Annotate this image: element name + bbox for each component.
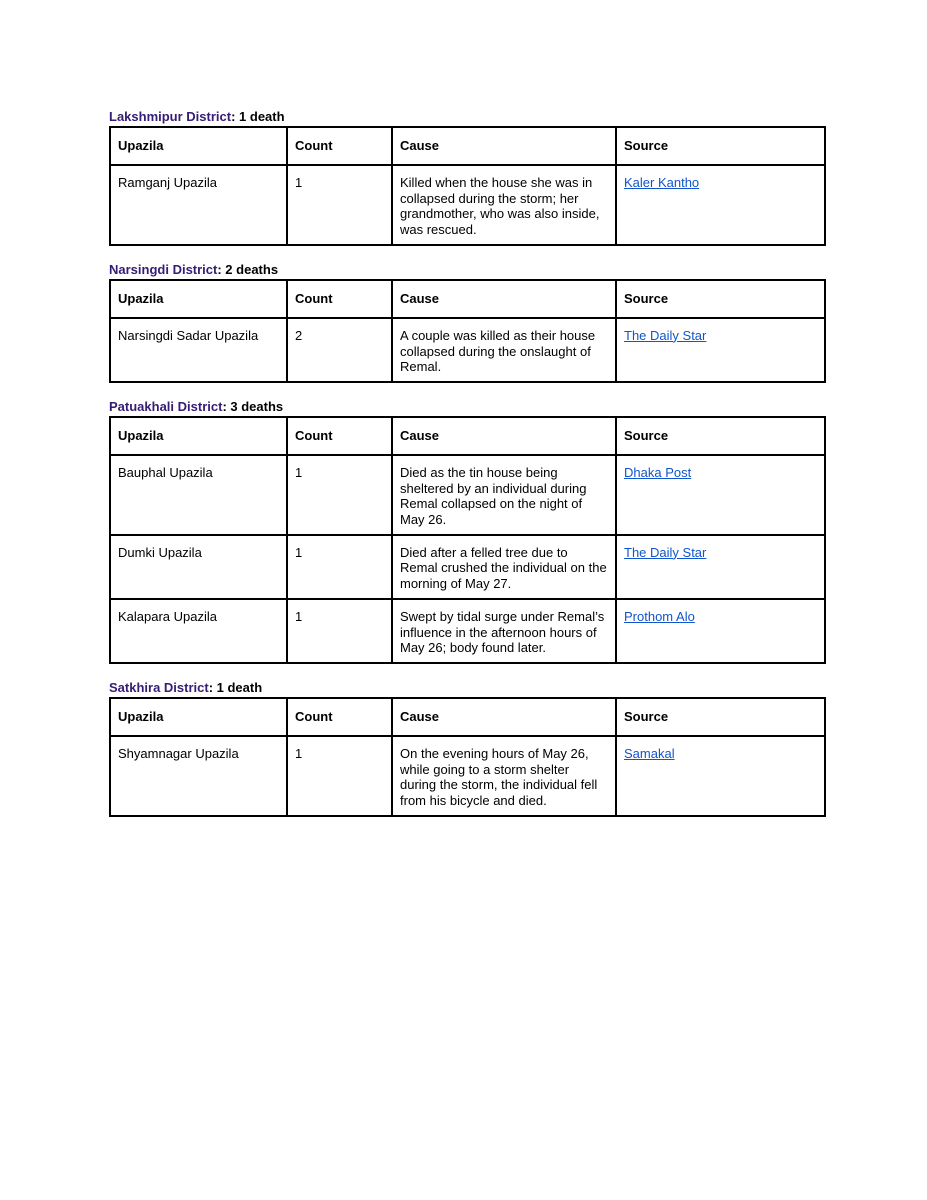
district-summary: : 2 deaths: [217, 261, 279, 277]
table-row: [110, 455, 825, 535]
count-cell: 1: [287, 165, 392, 245]
count-cell: 1: [287, 535, 392, 599]
table-header-row: [110, 698, 825, 736]
cause-cell: Swept by tidal surge under Remal’s influence in the afternoon hours of May 26; body found later.: [392, 599, 616, 663]
cause-cell: Died after a felled tree due to Remal crushed the individual on the morning of May 27.: [392, 535, 616, 599]
district-name: Patuakhali District: [109, 398, 223, 414]
column-header-source: Source: [616, 698, 825, 736]
table-row: [110, 736, 825, 816]
cause-cell: On the evening hours of May 26, while going to a storm shelter during the storm, the individual fell from his bicycle and died.: [392, 736, 616, 816]
column-header-upazila: Upazila: [110, 698, 287, 736]
cause-cell: Killed when the house she was in collapsed during the storm; her grandmother, who was also inside, was rescued.: [392, 165, 616, 245]
upazila-cell: Ramganj Upazila: [110, 165, 287, 245]
district-section-patuakhali: [109, 398, 825, 664]
source-link[interactable]: The Daily Star: [624, 544, 707, 560]
district-table: [109, 416, 826, 664]
district-summary: : 1 death: [231, 109, 285, 124]
column-header-source: Source: [616, 417, 825, 455]
table-header-row: [110, 127, 825, 165]
column-header-count: Count: [287, 280, 392, 318]
source-link[interactable]: The Daily Star: [624, 327, 707, 343]
column-header-cause: Cause: [392, 280, 616, 318]
district-name: Satkhira District: [109, 679, 209, 695]
table-header-row: [110, 417, 825, 455]
column-header-upazila: Upazila: [110, 127, 287, 165]
district-heading: [109, 398, 825, 416]
column-header-cause: Cause: [392, 698, 616, 736]
count-cell: 1: [287, 455, 392, 535]
source-cell: [616, 599, 825, 663]
column-header-upazila: Upazila: [110, 280, 287, 318]
table-row: [110, 318, 825, 382]
column-header-count: Count: [287, 698, 392, 736]
count-cell: 2: [287, 318, 392, 382]
source-link[interactable]: Prothom Alo: [624, 608, 695, 624]
column-header-upazila: Upazila: [110, 417, 287, 455]
source-link[interactable]: Samakal: [624, 745, 675, 761]
upazila-cell: Dumki Upazila: [110, 535, 287, 599]
district-section-narsingdi: [109, 261, 825, 383]
source-cell: [616, 318, 825, 382]
source-cell: [616, 455, 825, 535]
district-table: [109, 697, 826, 817]
district-summary: : 3 deaths: [222, 398, 284, 414]
district-table: [109, 126, 826, 246]
source-cell: [616, 736, 825, 816]
source-link[interactable]: Kaler Kantho: [624, 175, 700, 190]
upazila-cell: Bauphal Upazila: [110, 455, 287, 535]
district-heading: [109, 679, 825, 697]
upazila-cell: Shyamnagar Upazila: [110, 736, 287, 816]
district-name: Narsingdi District: [109, 261, 218, 277]
count-cell: 1: [287, 736, 392, 816]
district-summary: : 1 death: [208, 679, 263, 695]
column-header-source: Source: [616, 127, 825, 165]
district-heading: [109, 108, 825, 126]
table-row: [110, 599, 825, 663]
table-row: [110, 535, 825, 599]
table-row: [110, 165, 825, 245]
district-name: Lakshmipur District: [109, 109, 232, 124]
source-cell: [616, 535, 825, 599]
cause-cell: Died as the tin house being sheltered by an individual during Remal collapsed on the night of May 26.: [392, 455, 616, 535]
district-section-satkhira: [109, 679, 825, 817]
column-header-source: Source: [616, 280, 825, 318]
district-heading: [109, 261, 825, 279]
cause-cell: A couple was killed as their house collapsed during the onslaught of Remal.: [392, 318, 616, 382]
column-header-count: Count: [287, 127, 392, 165]
upazila-cell: Kalapara Upazila: [110, 599, 287, 663]
count-cell: 1: [287, 599, 392, 663]
column-header-count: Count: [287, 417, 392, 455]
document-page: [109, 108, 825, 832]
column-header-cause: Cause: [392, 127, 616, 165]
table-header-row: [110, 280, 825, 318]
district-section-lakshmipur: [109, 108, 825, 246]
column-header-cause: Cause: [392, 417, 616, 455]
district-table: [109, 279, 826, 383]
upazila-cell: Narsingdi Sadar Upazila: [110, 318, 287, 382]
source-cell: [616, 165, 825, 245]
source-link[interactable]: Dhaka Post: [624, 464, 692, 480]
